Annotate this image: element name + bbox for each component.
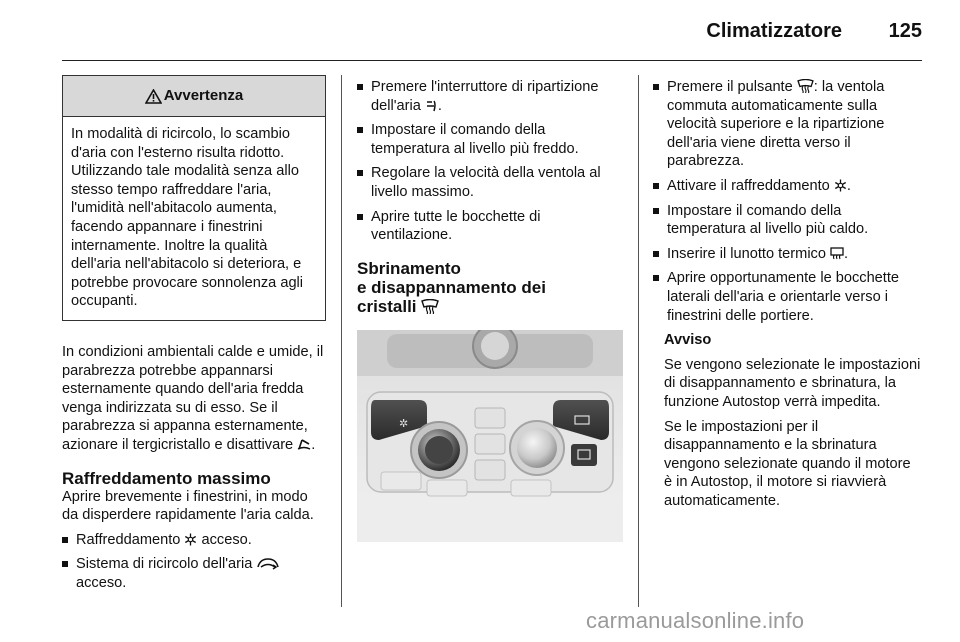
column-divider-2 [638,75,639,607]
list-item [62,555,326,592]
list-item-text: Aprire tutte le bocchette di ventilazione. [371,208,541,244]
page-header [0,0,960,62]
list-item-text: . [844,245,849,262]
max-cooling-list [62,531,326,593]
max-cooling-intro: Aprire brevemente i finestrini, in modo da disperdere rapidamente l'aria calda. [62,488,314,524]
max-cooling-list-continued [357,78,623,245]
windscreen-defrost-icon [421,299,439,314]
list-item-text: Inserire il lunotto termico [667,245,826,262]
list-item [357,121,623,158]
list-item-text: Impostare il comando della temperatura al livello più freddo. [371,122,579,157]
list-item [357,78,623,115]
header-rule [62,60,922,61]
svg-text:✲: ✲ [399,416,409,430]
defrost-steps-list [653,78,921,325]
list-item-text: Premere l'interruttore di ripartizione dell'aria [371,79,599,114]
list-item-text: : la ventola commuta automaticamente sulla velocità superiore e la ripartizione dell'aria viene diretta verso il parabrezza. [667,79,885,170]
list-item-text: . [437,97,442,114]
list-item [62,531,326,550]
note-paragraph: Se vengono selezionate le impostazioni di disappannamento e sbrinatura, la funzione Autostop verrà impedita. [664,356,921,410]
warning-box [62,75,326,321]
note-title: Avviso [664,332,712,349]
heading-line: Sbrinamento [357,258,461,278]
list-item-text: acceso. [201,531,252,548]
recirculation-icon [256,557,280,570]
warning-body [63,117,325,320]
paragraph-end: . [311,436,316,453]
list-item-text: Regolare la velocità della ventola al livello massimo. [371,165,601,200]
list-item [653,202,921,239]
header-title: Climatizzatore [706,20,842,42]
list-item-text: . [846,177,851,194]
column-3 [653,75,921,510]
list-item [653,269,921,325]
note-box [653,331,921,510]
list-item [357,164,623,201]
list-item-text: Raffreddamento [76,531,181,548]
list-item-text: acceso. [76,574,127,591]
column-2 [357,75,623,547]
section-heading-max-cooling: Raffreddamento massimo [62,468,271,488]
heading-line: e disappannamento dei [357,277,546,297]
list-item-text: Attivare il raffreddamento [667,177,830,194]
wiper-icon [297,438,311,451]
air-distribution-icon [425,99,438,112]
warning-triangle-icon [145,89,162,104]
column-divider-1 [341,75,342,607]
warning-header [63,76,325,117]
heading-line: cristalli [357,296,417,316]
watermark: carmanualsonline.info [586,608,805,633]
column-1 [62,75,326,598]
section-heading-defrost [357,259,623,316]
list-item [357,208,623,245]
list-item [653,78,921,171]
paragraph-text: In condizioni ambientali calde e umide, il parabrezza potrebbe appannarsi esternamente quando dell'aria fredda venga indirizzata su di esso. Se il parabrezza si appanna esternamente, azionare il tergicristallo e disattivare [62,343,324,453]
list-item-text: Aprire opportunamente le bocchette laterali dell'aria e orientarle verso i finestrini delle portiere. [667,270,900,324]
climate-control-panel-photo [357,330,623,542]
warning-text: In modalità di ricircolo, lo scambio d'aria con l'esterno risulta ridotto. Utilizzando tale modalità senza allo stesso tempo raffreddare l'aria, l'umidità nell'abitacolo aumenta, facendo appannare i finestrini internamente. Inoltre la qualità dell'aria nell'abitacolo si deteriora, e potrebbe provocare sonnolenza agli occupanti. [71,126,304,310]
list-item-text: Impostare il comando della temperatura al livello più caldo. [667,202,869,238]
rear-window-heating-icon [830,247,844,260]
warning-title: Avvertenza [163,86,244,104]
snowflake-icon [184,533,197,546]
body-paragraph [62,343,326,455]
list-item-text: Premere il pulsante [667,79,793,95]
snowflake-icon [834,179,847,192]
list-item [653,177,921,196]
note-paragraph: Se le impostazioni per il disappannamento e la sbrinatura vengono selezionate quando il motore è in Autostop, il motore si riavvierà automaticamente. [664,418,911,509]
list-item-text: Sistema di ricircolo dell'aria [76,556,253,573]
list-item [653,245,921,264]
windscreen-defrost-icon [797,79,814,93]
page-number: 125 [888,20,922,42]
